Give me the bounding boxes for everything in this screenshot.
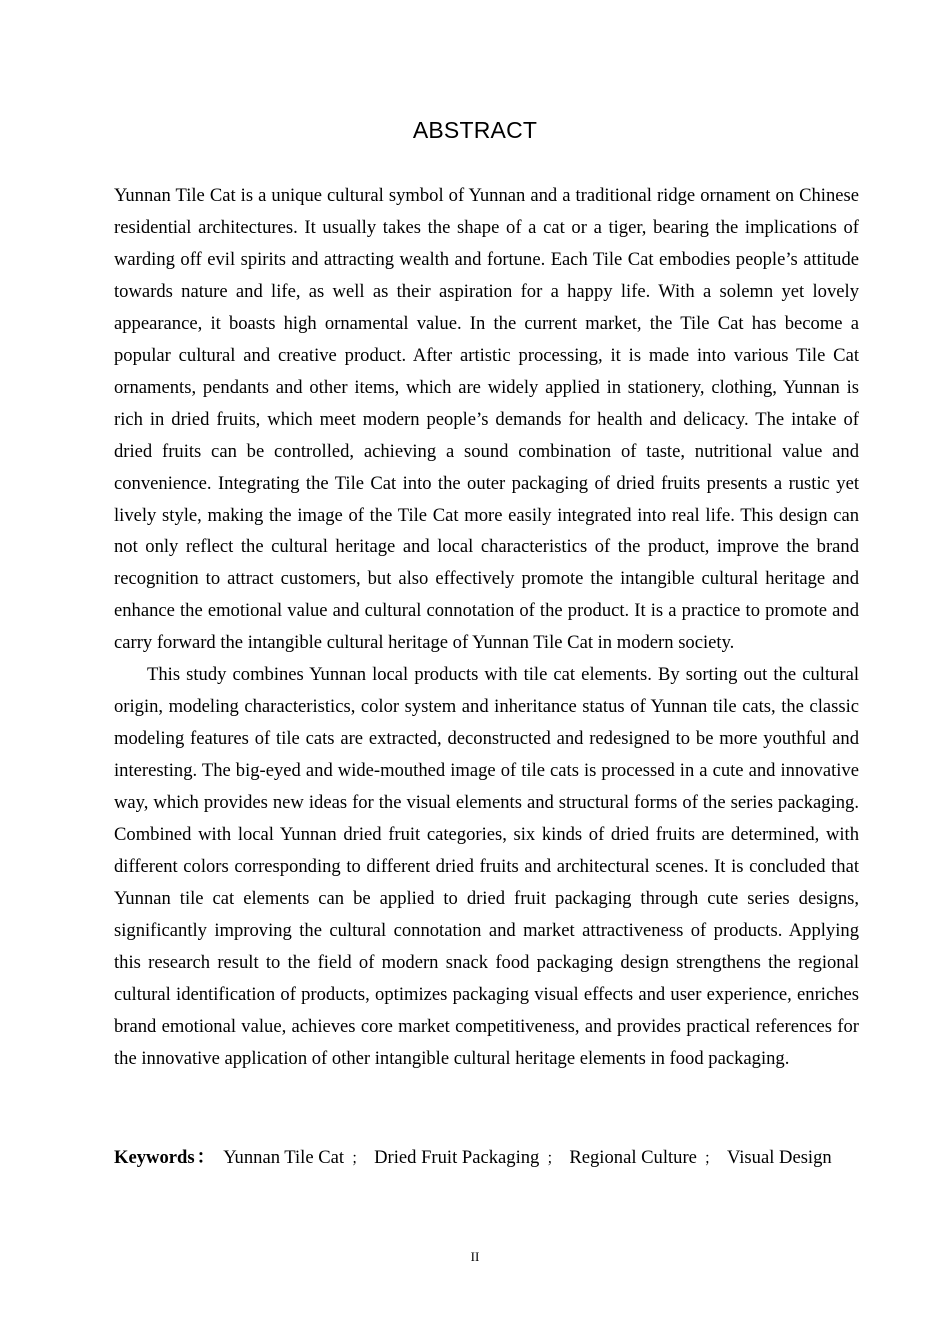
keyword-separator: ； [703,1151,719,1167]
keyword-item: Dried Fruit Packaging [374,1147,540,1168]
keywords-label: Keywords [114,1147,195,1168]
keywords-colon: ： [196,1147,216,1168]
keyword-item: Yunnan Tile Cat [223,1147,345,1168]
keyword-item: Visual Design [726,1147,832,1168]
page-title: ABSTRACT [412,117,538,143]
keywords-line [114,1142,832,1175]
keyword-separator: ； [546,1151,562,1167]
keyword-separator: ； [351,1151,367,1167]
page-number: II [470,1249,480,1264]
abstract-paragraph: This study combines Yunnan local products with tile cat elements. By sorting out the cultural origin, modeling characteristics, color system and inheritance status of Yunnan tile cats, the classic modeling features of tile cats are extracted, deconstructed and redesigned to be more youthful and interesting. The big-eyed and wide-mouthed image of tile cats is processed in a cute and innovative way, which provides new ideas for the visual elements and structural forms of the series packaging. Combined with local Yunnan dried fruit categories, six kinds of dried fruits are determined, with different colors corresponding to different dried fruits and architectural scenes. It is concluded that Yunnan tile cat elements can be applied to dried fruit packaging through cute series designs, significantly improving the cultural connotation and market attractiveness of products. Applying this research result to the field of modern snack food packaging design strengthens the regional cultural identification of products, optimizes packaging visual effects and user experience, enriches brand emotional value, achieves core market competitiveness, and provides practical references for the innovative application of other intangible cultural heritage elements in food packaging. [114,664,859,1069]
keyword-item: Regional Culture [569,1147,697,1168]
abstract-paragraph: Yunnan Tile Cat is a unique cultural symbol of Yunnan and a traditional ridge ornament on Chinese residential architectures. It usually takes the shape of a cat or a tiger, bearing the implications of warding off evil spirits and attracting wealth and fortune. Each Tile Cat embodies people’s attitude towards nature and life, as well as their aspiration for a happy life. With a solemn yet lovely appearance, it boasts high ornamental value. In the current market, the Tile Cat has become a popular cultural and creative product. After artistic processing, it is made into various Tile Cat ornaments, pendants and other items, which are widely applied in stationery, clothing, Yunnan is rich in dried fruits, which meet modern people’s demands for health and delicacy. The intake of dried fruits can be controlled, achieving a sound combination of taste, nutritional value and convenience. Integrating the Tile Cat into the outer packaging of dried fruits presents a rustic yet lively style, making the image of the Tile Cat more easily integrated into real life. This design can not only reflect the cultural heritage and local characteristics of the product, improve the brand recognition to attract customers, but also effectively promote the intangible cultural heritage and enhance the emotional value and cultural connotation of the product. It is a practice to promote and carry forward the intangible cultural heritage of Yunnan Tile Cat in modern society. [114,185,859,654]
abstract-body [114,180,859,1075]
